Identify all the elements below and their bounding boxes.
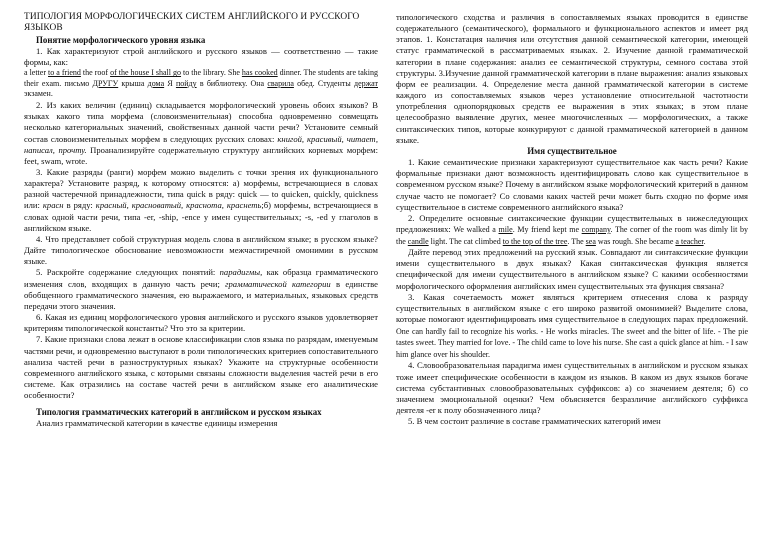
question-1-examples: a letter to a friend the roof of the house I shall go to the library. She has cooked dinner. The students are taking their exam. письмо ДРУГУ крыша дома Я пойду в библиотеку. Она сварила обед. Студенты держат экзамен. [24,68,379,99]
document-title: ТИПОЛОГИЯ МОРФОЛОГИЧЕСКИХ СИСТЕМ АНГЛИЙСКОГО И РУССКОГО ЯЗЫКОВ [24,12,360,34]
noun-question-1: 1. Какие семантические признаки характеризуют существительное как часть речи? Какие формальные признаки дают возможность идентифицировать слово как существительное в современном русском языке? Почему в английском языке морфологический критерий в данном случае часто не помогает? Со словами каких частей речи может быть сходно по форме имя существительное в системе современного английского языка? [396,157,748,212]
question-6: 6. Какая из единиц морфологического уровня английского и русского языков удовлетворяет критериям типологической константы? Что это за критерии. [24,312,378,334]
question-5: 5. Раскройте содержание следующих понятий: парадигмы, как образца грамматического изменения слов, входящих в данную часть речи; грамматической категории в единстве обобщенного грамматического значения, ею выражаемого, и материальных, языковых средств передачи этого значения. [24,267,379,311]
analysis-stages-paragraph: типологического сходства и различия в сопоставляемых языках проводится в единстве содержательного (семантического), формального и функционального аспектов и имеет ряд этапов. 1. Констатация наличия или отсутствия данной семантической категории, имеющей статус грамматической в рассматриваемых языках. 2. Изучение данной грамматической категории в плане содержания: анализ ее семантической структуры, семного состава этой структуры. 3.Изучение данной грамматической категории в плане выражения: анализ языковых форм ее реализации. 4. Определение места данной грамматической категории в системе каждого из сопоставляемых языков через установление относительной частотности употребления однопорядковых средств ее выражения в этих языках; в этом плане целесообразно выявление других, менее многочисленных — морфологических, а также синтаксических типов, которые конкурируют с данной грамматической категорией в данном языке. [396,12,748,145]
section-heading-morphological-level: Понятие морфологического уровня языка [36,34,206,45]
question-2: 2. Из каких величин (единиц) складывается морфологический уровень обоих языков? В языках какого типа морфема (словоизменительная) способна одновременно совмещать несколько категориальных значений, свойственных данной части речи? Установите семный состав словоизменительных морфем в следующих русских словах: книгой, красивый, читает, написал, прочту. Проанализируйте содержательную структуру английских корневых морфем: feet, swam, wrote. [24,100,378,166]
noun-question-2: 2. Определите основные синтаксические функции существительных в нижеследующих предложениях: We walked a mile. My friend kept me company. The corner of the room was dimly lit by the candle light. The cat climbed to the top of the tree. The sea was rough. She became a teacher. [396,212,748,246]
section-intro: Анализ грамматической категории в качестве единицы измерения [36,418,278,429]
noun-question-5: 5. В чем состоит различие в составе грамматических категорий имен [408,416,661,427]
left-column [24,12,378,430]
question-7: 7. Какие признаки слова лежат в основе классификации слов языка по разрядам, именуемым частями речи, и одновременно выступают в роли типологических критериев сопоставительного анализа частей речи в разноструктурных языках? Укажите на структурные особенности современного английского языка, с которыми связаны сложности выделения частей речи в его системе. Как отразились на составе частей речи в английском языке его аналитические особенности? [24,334,378,401]
section-heading-grammatical-categories: Типология грамматических категорий в английском и русском языках [36,407,322,418]
noun-question-4: 4. Словообразовательная парадигма имен существительных в английском и русском языках тоже имеет специфические особенности в каждом из языков. В каком из двух языков богаче система субстантивных словообразовательных суффиксов: а) со значением деятеля; б) со значением эмоциональной оценки? Чем объясняется безразличие английского суффикса деятеля -er к полу обозначенного лица? [396,360,748,416]
question-3: 3. Какие разряды (ранги) морфем можно выделить с точки зрения их функционального характера? Установите разряд, к которому относятся: а) морфемы, встречающиеся в словах разной частеречной принадлежности, типа quick в ряду: quick — to quicken, quickly, quickness или: красн в ряду: красный, красноватый, краснота, краснеть;б) морфемы, встречающиеся в словах одной части речи, типа -er, -ship, -ence у имен существительных; -s, -ed у глаголов в английском языке. [24,167,378,233]
question-4: 4. Что представляет собой структурная модель слова в английском языке; в русском языке? Дайте типологическое обоснование невозможности межчастиречной омонимии в русском языке. [24,233,378,267]
section-heading-noun: Имя существительное [527,145,617,156]
noun-question-3: 3. Какая сочетаемость может являться критерием отнесения слова к разряду существительных в английском языке с его широко развитой омонимией? Выделите слова, которые помогают идентифицировать имя существительное в следующих парах предложений. One can hardly fail to recognize his works. - He works miracles. The sweet and the bitter of life. - The pie tastes sweet. They married for love. - The child came to love his nurse. She cast a quick glance at him. - I saw him glance over his shoulder. [396,291,748,359]
right-column [396,12,748,427]
question-1: 1. Как характеризуют строй английского и русского языков — соответственно — такие формы, как: [24,45,378,68]
noun-question-2-translation: Дайте перевод этих предложений на русский язык. Совпадают ли синтаксические функции имени существительного в двух языках? Какая синтаксическая функция является специфической для имени существительного в английском языке? С какими особенностями морфологического оформления английских имен существительных эта функция связана? [396,247,748,291]
